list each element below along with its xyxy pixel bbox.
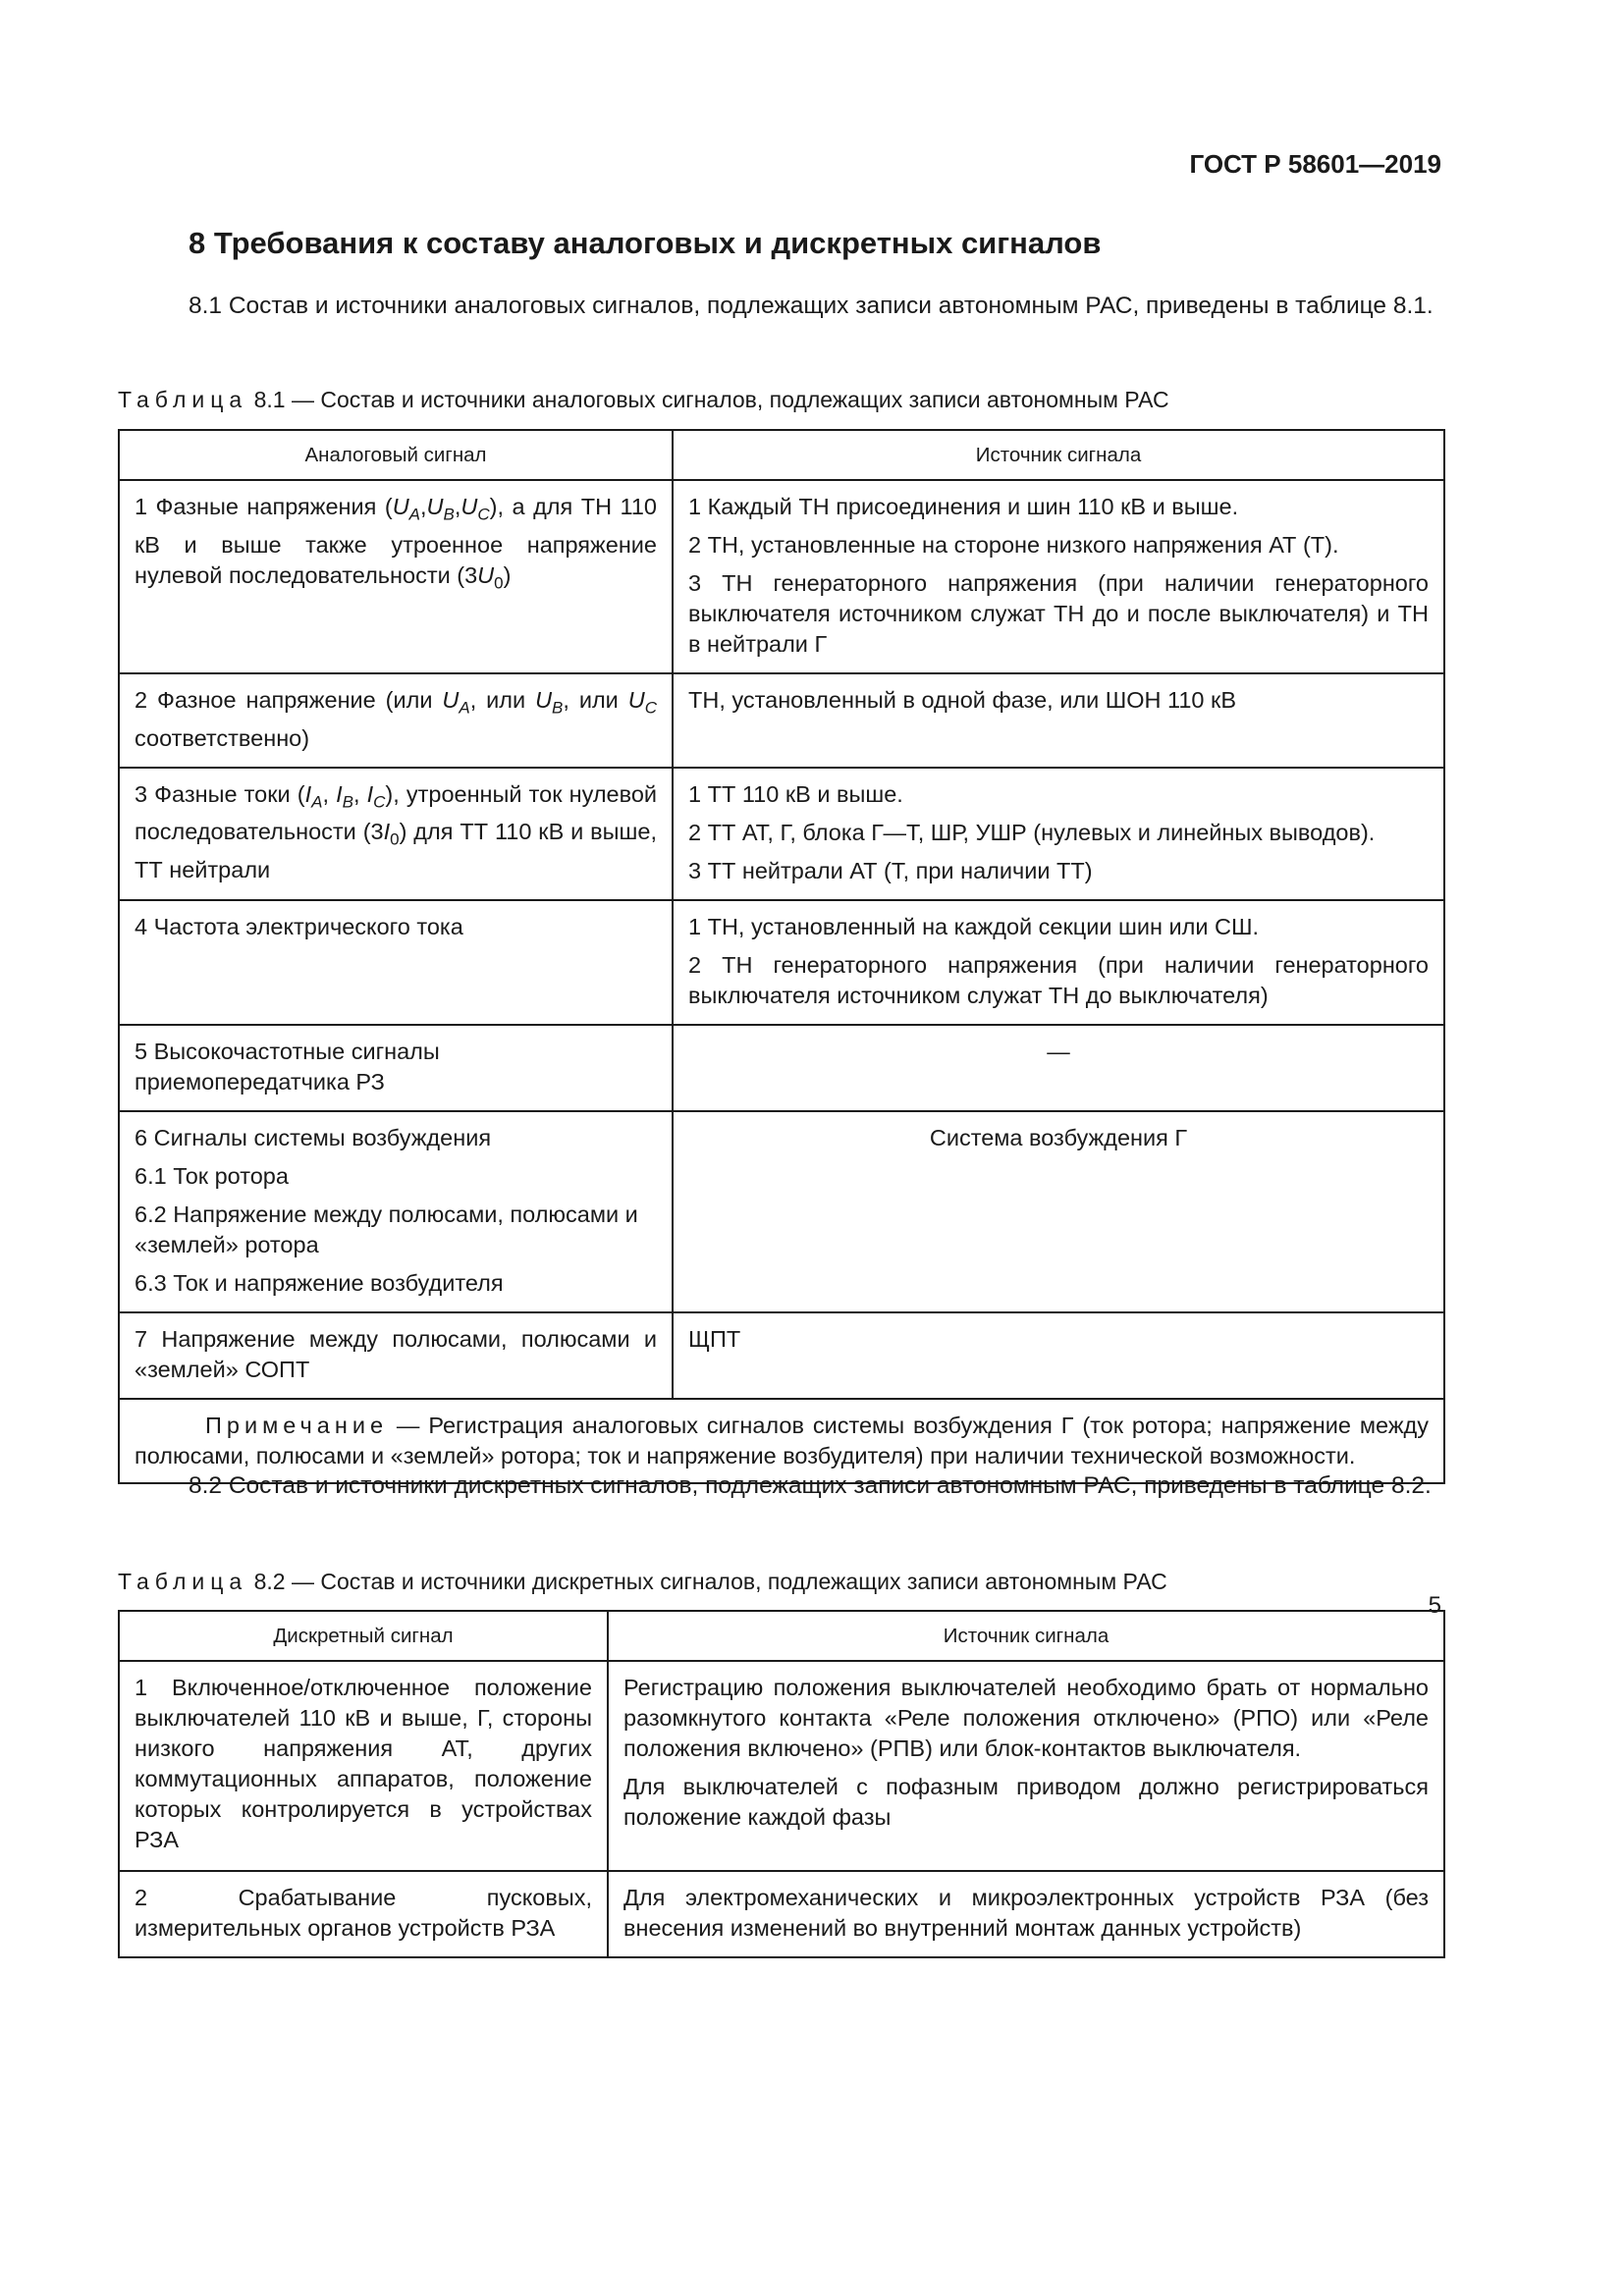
table-row (119, 768, 1444, 900)
symbol-i: I (304, 780, 312, 807)
signal-cell: 3 Фазные токи ($I_A$, $I_B$, $I_C$), утроенный ток нулевой последовательности $(3I_0)$ для ТТ 110 кВ и выше, ТТ нейтрали (119, 768, 673, 900)
source-item: 3 ТТ нейтрали АТ (Т, при наличии ТТ) (688, 857, 1093, 883)
source-item: Для выключателей с пофазным приводом должно регистрироваться положение каждой фазы (623, 1774, 1429, 1830)
note-label: Примечание (205, 1412, 389, 1438)
table-row (119, 1111, 1444, 1312)
subscript: 0 (390, 830, 400, 850)
table-row (119, 1661, 1444, 1871)
symbol-u: U (627, 687, 645, 713)
signal-cell (119, 673, 673, 768)
source-cell (673, 480, 1444, 673)
source-item: 3 ТН генераторного напряжения (при наличии генераторного выключателя источником служат ТН до и после выключателя) и ТН в нейтрали Г (688, 570, 1429, 657)
table-row (119, 480, 1444, 673)
header-signal-source: Источник сигнала (608, 1611, 1444, 1661)
signal-cell: 7 Напряжение между полюсами, полюсами и «землей» СОПТ (119, 1312, 673, 1399)
caption-text: 8.1 — Состав и источники аналоговых сигналов, подлежащих записи автономным РАС (253, 387, 1169, 412)
source-cell: Для электромеханических и микроэлектронных устройств РЗА (без внесения изменений во внутренний монтаж данных устройств) (608, 1871, 1444, 1957)
signal-item: 6.1 Ток ротора (135, 1162, 289, 1189)
signal-cell: 2 Срабатывание пусковых, измерительных органов устройств РЗА (119, 1871, 608, 1957)
table-row (119, 900, 1444, 1025)
subscript: A (311, 792, 323, 812)
source-cell: ТН, установленный в одной фазе, или ШОН 110 кВ (673, 673, 1444, 768)
signal-cell: 1 Включенное/отключенное положение выключателей 110 кВ и выше, Г, стороны низкого напряжения АТ, других коммутационных аппаратов, положение которых контролируется в устройствах РЗА (119, 1661, 608, 1871)
table-8-2-caption (118, 1569, 1167, 1595)
symbol-u: U (392, 494, 409, 519)
source-item: 2 ТН генераторного напряжения (при наличии генераторного выключателя источником служат ТН до выключателя) (688, 951, 1429, 1008)
source-item: 2 ТТ АТ, Г, блока Г—Т, ШР, УШР (нулевых и линейных выводов). (688, 819, 1376, 845)
table-header-row (119, 1611, 1444, 1661)
source-cell (673, 900, 1444, 1025)
header-discrete-signal: Дискретный сигнал (119, 1611, 608, 1661)
symbol-i: I (366, 780, 374, 807)
table-row (119, 1025, 1444, 1111)
signal-cell: 1 Фазные напряжения $(U_A,U_B,U_C)$, а для ТН 110 кВ и выше также утроенное напряжение нулевой последовательности $(3U_0)$ (119, 480, 673, 673)
table-8-1-caption (118, 387, 1169, 413)
paragraph-8-2 (118, 1467, 1443, 1506)
caption-label: Таблица (118, 387, 248, 412)
table-8-1 (118, 429, 1445, 1484)
signal-cell (119, 1111, 673, 1312)
table-row (119, 1871, 1444, 1957)
source-cell (608, 1661, 1444, 1871)
table-row (119, 673, 1444, 768)
subscript: A (408, 505, 421, 524)
text-fragment: , или (469, 687, 536, 713)
source-cell: Система возбуждения Г (673, 1111, 1444, 1312)
subscript: 0 (494, 573, 504, 593)
section-title: 8 Требования к составу аналоговых и дискретных сигналов (189, 226, 1102, 260)
header-signal-source: Источник сигнала (673, 430, 1444, 480)
table-8-2 (118, 1610, 1445, 1958)
text-fragment: 2 Фазное напряжение (или (135, 687, 443, 713)
paragraph-8-2-text: 8.2 Состав и источники дискретных сигналов, подлежащих записи автономным РАС, приведены в таблице 8.2. (189, 1472, 1432, 1499)
text-fragment: ) (503, 561, 512, 588)
text-fragment: ), утроенный ток нулевой последовательности (3 (135, 780, 658, 845)
text-fragment: ) для ТТ 110 кВ и выше, ТТ нейтрали (135, 819, 657, 883)
document-code: ГОСТ Р 58601—2019 (1189, 149, 1441, 179)
note-text: — Регистрация аналоговых сигналов системы возбуждения Г (ток ротора; напряжение между полюсами, полюсами и «землей» ротора; ток и напряжение возбудителя) при наличии технической возможности. (135, 1412, 1429, 1468)
signal-item: 6.3 Ток и напряжение возбудителя (135, 1269, 504, 1296)
signal-item: 6.2 Напряжение между полюсами, полюсами и «землей» ротора (135, 1201, 638, 1257)
table-header-row (119, 430, 1444, 480)
symbol-u: U (477, 561, 495, 588)
subscript: A (459, 698, 470, 718)
text-fragment: соответственно) (135, 724, 310, 751)
text-fragment: 3 Фазные токи ( (135, 780, 305, 807)
subscript: C (644, 698, 657, 718)
page-number: 5 (1428, 1592, 1441, 1619)
symbol-i: I (383, 819, 391, 845)
paragraph-8-1-text: 8.1 Состав и источники аналоговых сигналов, подлежащих записи автономным РАС, приведены в таблице 8.1. (189, 293, 1434, 319)
signal-item: 6 Сигналы системы возбуждения (135, 1124, 492, 1150)
source-item: 1 ТТ 110 кВ и выше. (688, 780, 903, 807)
symbol-u: U (460, 494, 478, 519)
subscript: C (477, 505, 490, 524)
symbol-i: I (336, 780, 343, 807)
symbol-u: U (535, 687, 553, 713)
paragraph-8-1 (118, 287, 1443, 326)
signal-cell: 5 Высокочастотные сигналы приемопередатчика РЗ (119, 1025, 673, 1111)
source-cell: — (673, 1025, 1444, 1111)
caption-label: Таблица (118, 1569, 248, 1594)
signal-cell: 4 Частота электрического тока (119, 900, 673, 1025)
text-fragment: ), а для ТН 110 кВ и выше также утроенное напряжение нулевой последовательности (3 (135, 494, 658, 588)
table-row (119, 1312, 1444, 1399)
text-fragment: 1 Фазные напряжения ( (135, 494, 393, 519)
symbol-u: U (442, 687, 460, 713)
header-analog-signal: Аналоговый сигнал (119, 430, 673, 480)
subscript: B (443, 505, 455, 524)
text-fragment: , или (563, 687, 628, 713)
source-item: 1 ТН, установленный на каждой секции шин или СШ. (688, 913, 1260, 939)
source-item: 1 Каждый ТН присоединения и шин 110 кВ и выше. (688, 494, 1239, 519)
source-cell (673, 768, 1444, 900)
symbol-u: U (426, 494, 444, 519)
subscript: B (342, 792, 353, 812)
source-item: 2 ТН, установленные на стороне низкого напряжения АТ (Т). (688, 532, 1339, 558)
subscript: B (552, 698, 564, 718)
source-item: Регистрацию положения выключателей необходимо брать от нормально разомкнутого контакта «Реле положения отключено» (РПО) или «Реле положения включено» (РПВ) или блок-контактов выключателя. (623, 1675, 1429, 1761)
subscript: C (373, 792, 386, 812)
source-cell: ЩПТ (673, 1312, 1444, 1399)
caption-text: 8.2 — Состав и источники дискретных сигналов, подлежащих записи автономным РАС (253, 1569, 1167, 1594)
